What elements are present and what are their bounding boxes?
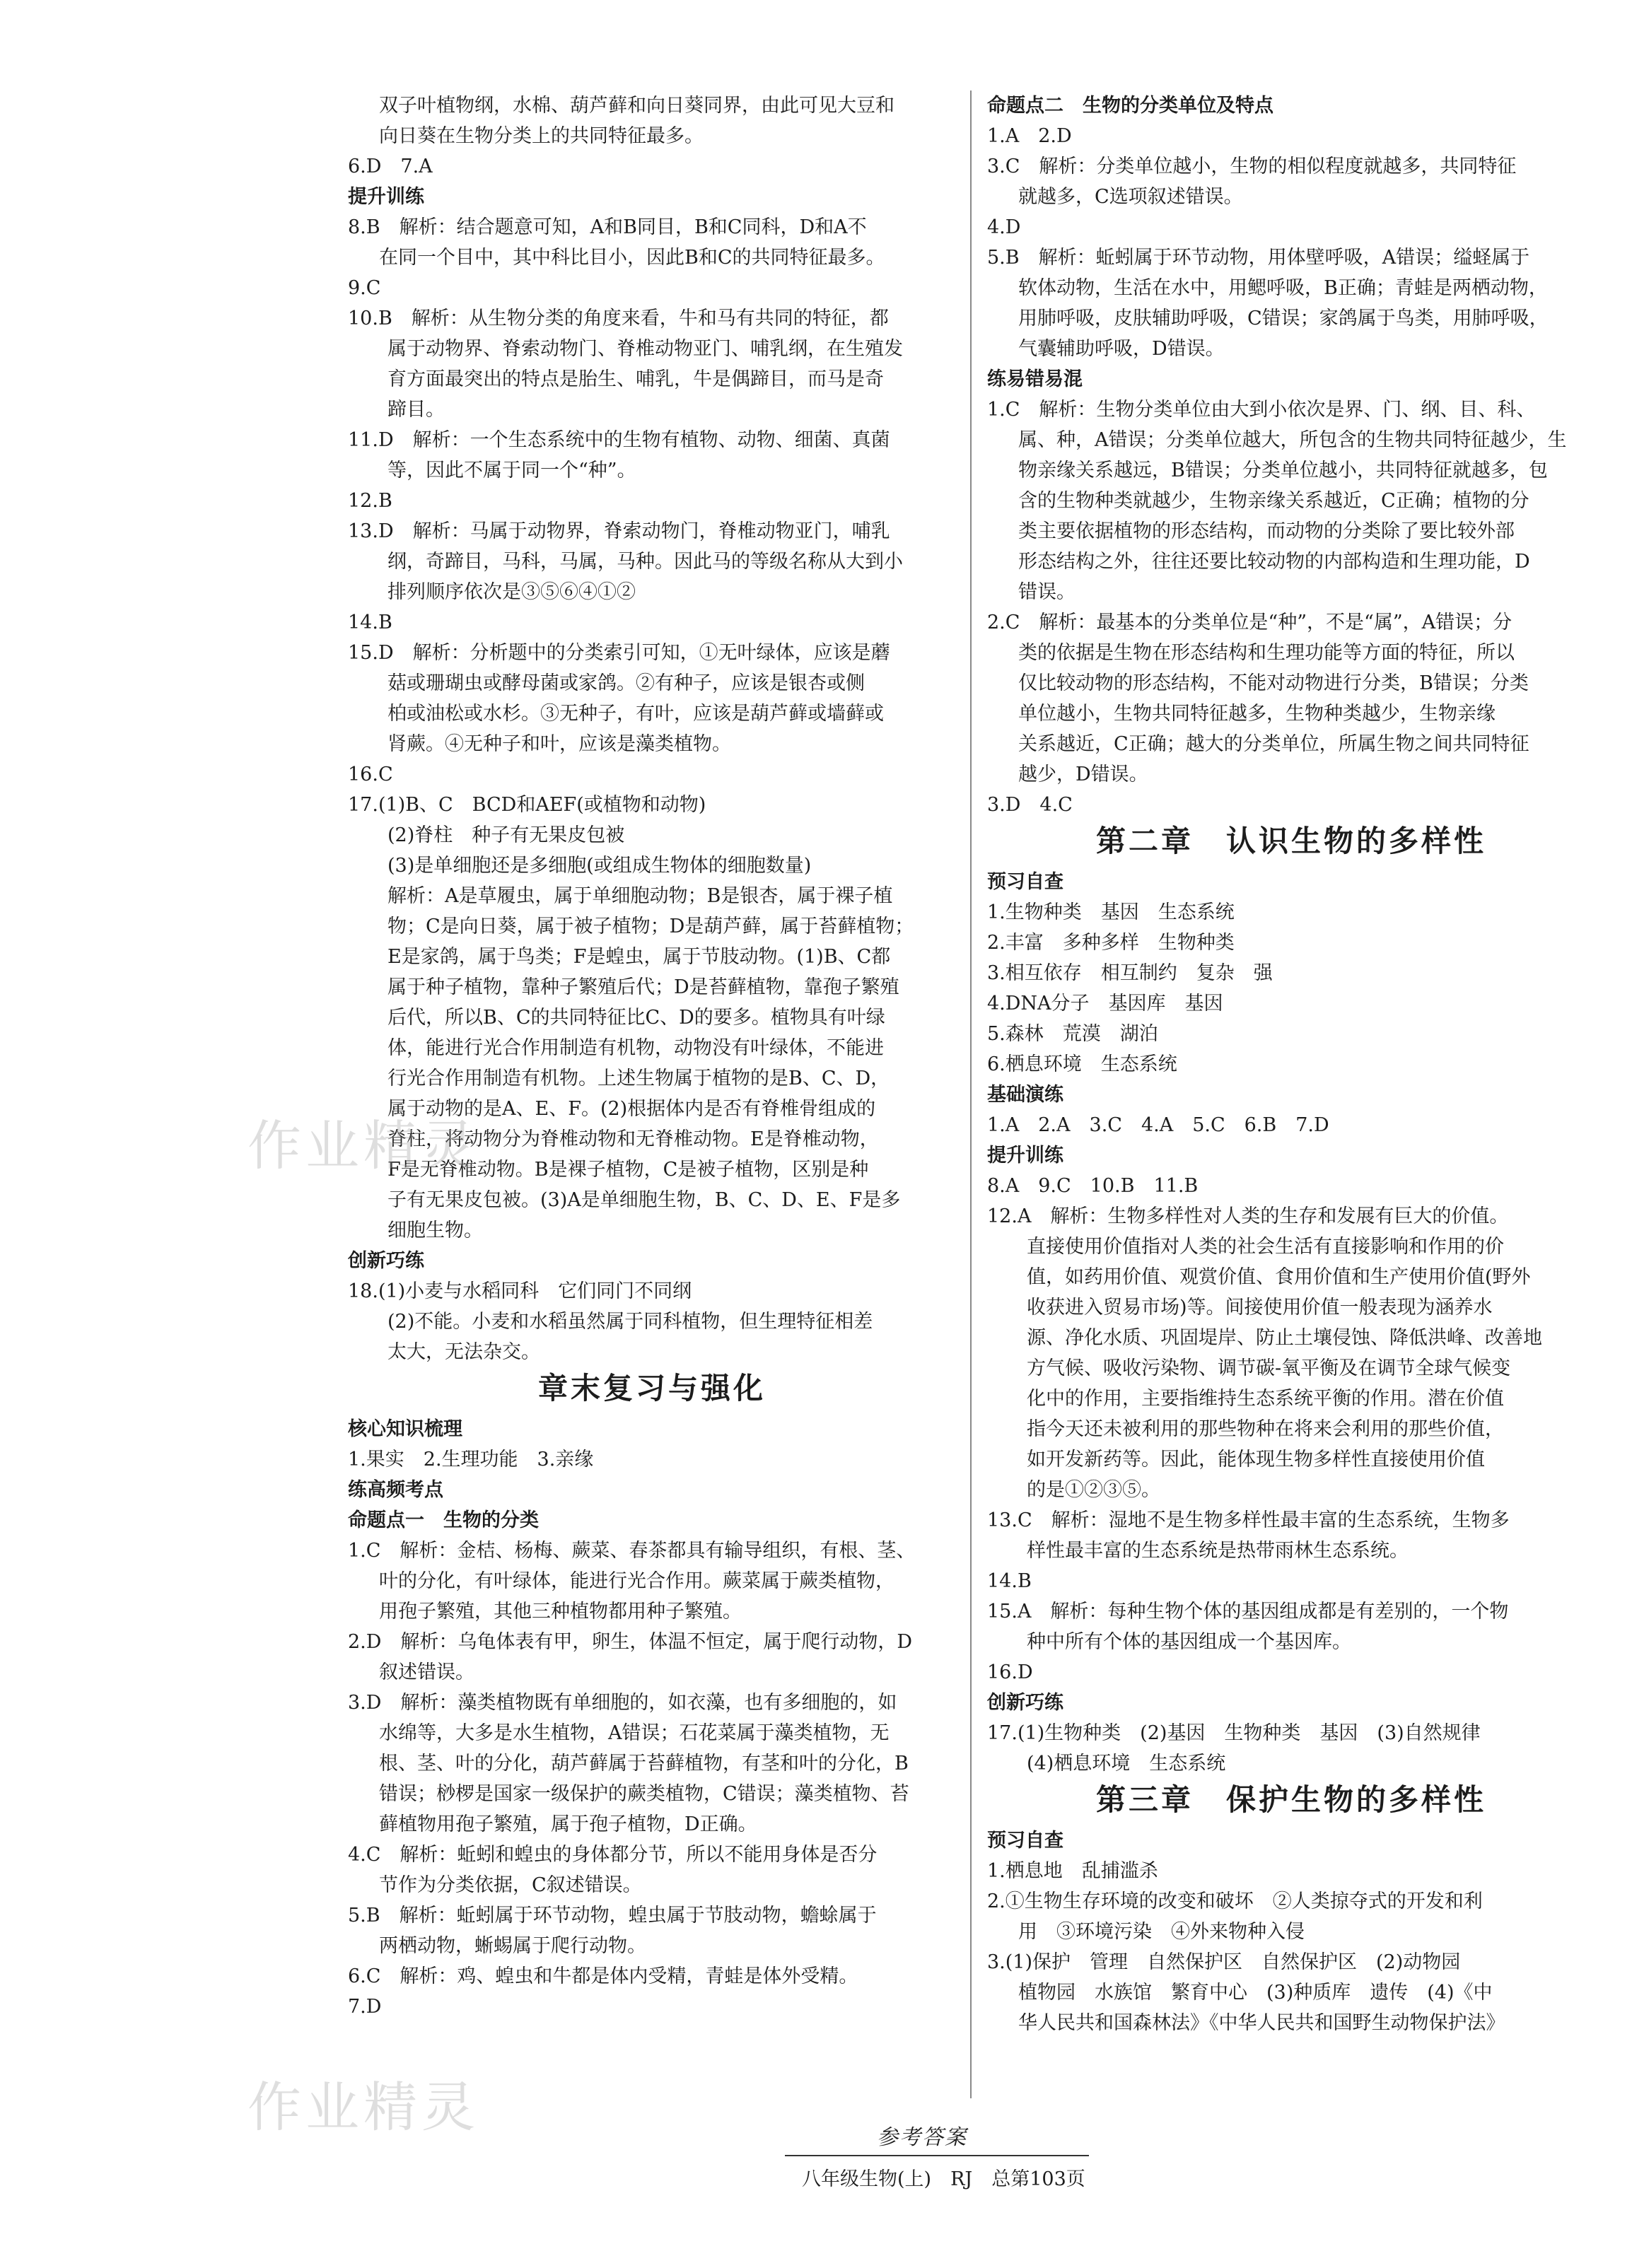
answer-line: 双子叶植物纲，水棉、葫芦藓和向日葵同界，由此可见大豆和: [379, 95, 894, 117]
page-footer: [0, 2115, 1632, 2200]
section-heading: 提升训练: [987, 1145, 1063, 1167]
answer-line: 6.C 解析：鸡、蝗虫和牛都是体内受精，青蛙是体外受精。: [348, 1965, 858, 1987]
answer-line: 8.B 解析：结合题意可知，A和B同目，B和C同科，D和A不: [348, 216, 867, 238]
watermark-top: 作业精灵: [247, 1114, 479, 1177]
answer-line: 行光合作用制造有机物。上述生物属于植物的是B、C、D，: [387, 1068, 890, 1089]
footer-page-info: 八年级生物(上) RJ 总第103页: [802, 2168, 1085, 2190]
answer-line: 属、种，A错误；分类单位越大，所包含的生物共同特征越少，生: [1018, 429, 1567, 451]
answer-line: 解析：A是草履虫，属于单细胞动物；B是银杏，属于裸子植: [387, 885, 893, 907]
answer-line: 3.(1)保护 管理 自然保护区 自然保护区 (2)动物园: [987, 1951, 1461, 1973]
answer-line: 后代，所以B、C的共同特征比C、D的要多。植物具有叶绿: [387, 1007, 885, 1029]
answer-line: 2.C 解析：最基本的分类单位是“种”，不是“属”，A错误；分: [987, 612, 1512, 633]
answer-line: 子有无果皮包被。(3)A是单细胞生物，B、C、D、E、F是多: [387, 1189, 901, 1211]
column-divider: [970, 90, 972, 2098]
answer-line: 收获进入贸易市场)等。间接使用价值一般表现为涵养水: [1027, 1297, 1493, 1319]
answer-line: 节作为分类依据，C叙述错误。: [379, 1874, 642, 1896]
section-heading: 练易错易混: [987, 368, 1083, 390]
answer-line: 含的生物种类就越少，生物亲缘关系越近，C正确；植物的分: [1018, 490, 1529, 512]
chapter-heading: 章末复习与强化: [537, 1371, 766, 1405]
section-heading: 命题点二 生物的分类单位及特点: [987, 95, 1273, 117]
answer-line: 纲，奇蹄目，马科，马属，马种。因此马的等级名称从大到小: [387, 551, 903, 573]
answer-line: 13.C 解析：湿地不是生物多样性最丰富的生态系统，生物多: [987, 1509, 1510, 1531]
answer-line: 就越多，C选项叙述错误。: [1018, 186, 1243, 208]
answer-line: 1.栖息地 乱捕滥杀: [987, 1860, 1158, 1882]
answer-line: 华人民共和国森林法》《中华人民共和国野生动物保护法》: [1018, 2012, 1505, 2034]
section-heading: 基础演练: [987, 1084, 1063, 1106]
answer-line: 物亲缘关系越远，B错误；分类单位越小，共同特征就越多，包: [1018, 460, 1548, 481]
answer-line: 样性最丰富的生态系统是热带雨林生态系统。: [1027, 1540, 1409, 1562]
answer-line: 指今天还未被利用的那些物种在将来会利用的那些价值，: [1027, 1418, 1504, 1440]
answer-line: 15.A 解析：每种生物个体的基因组成都是有差别的，一个物: [987, 1601, 1509, 1623]
answer-line: 1.生物种类 基因 生态系统: [987, 901, 1235, 923]
answer-line: 单位越小，生物共同特征越多，生物种类越少，生物亲缘: [1018, 703, 1496, 725]
answer-line: 育方面最突出的特点是胎生、哺乳，牛是偶蹄目，而马是奇: [387, 368, 884, 390]
answer-line: 15.D 解析：分析题中的分类索引可知，①无叶绿体，应该是蘑: [348, 642, 890, 664]
answer-line: 的是①②③⑤。: [1027, 1479, 1160, 1501]
answer-line: 直接使用价值指对人类的社会生活有直接影响和作用的价: [1027, 1236, 1504, 1258]
section-heading: 练高频考点: [348, 1479, 443, 1501]
answer-line: 越少，D错误。: [1018, 764, 1148, 785]
answer-line: (3)是单细胞还是多细胞(或组成生物体的细胞数量): [387, 855, 812, 877]
answer-line: 5.森林 荒漠 湖泊: [987, 1023, 1158, 1045]
answer-line: 脊柱，将动物分为脊椎动物和无脊椎动物。E是脊椎动物，: [387, 1128, 879, 1150]
answer-line: 关系越近，C正确；越大的分类单位，所属生物之间共同特征: [1018, 733, 1529, 755]
answer-line: 气囊辅助呼吸，D错误。: [1018, 338, 1225, 360]
answer-line: 属于动物界、脊索动物门、脊椎动物亚门、哺乳纲，在生殖发: [387, 338, 903, 360]
answer-line: 叙述错误。: [379, 1661, 474, 1683]
answer-line: 菇或珊瑚虫或酵母菌或家鸽。②有种子，应该是银杏或侧: [387, 672, 865, 694]
answer-line: 16.C: [348, 764, 393, 785]
left-column: [348, 90, 956, 2022]
answer-line: 种中所有个体的基因组成一个基因库。: [1027, 1631, 1351, 1653]
answer-line: 5.B 解析：蚯蚓属于环节动物，蝗虫属于节肢动物，蟾蜍属于: [348, 1905, 877, 1927]
answer-line: 4.D: [987, 216, 1021, 238]
section-heading: 创新巧练: [348, 1250, 424, 1272]
answer-line: 9.C: [348, 277, 381, 299]
answer-line: 2.D 解析：乌龟体表有甲，卵生，体温不恒定，属于爬行动物，D: [348, 1631, 913, 1653]
answer-line: 7.D: [348, 1996, 382, 2018]
section-heading: 预习自查: [987, 871, 1063, 893]
answer-line: 1.C 解析：金桔、杨梅、蕨菜、春茶都具有输导组织，有根、茎、: [348, 1540, 916, 1562]
answer-line: 排列顺序依次是③⑤⑥④①②: [387, 581, 636, 603]
answer-line: 向日葵在生物分类上的共同特征最多。: [379, 125, 704, 147]
answer-line: 值，如药用价值、观赏价值、食用价值和生产使用价值(野外: [1027, 1266, 1531, 1288]
answer-line: 2.丰富 多种多样 生物种类: [987, 932, 1235, 954]
answer-line: 太大，无法杂交。: [387, 1341, 540, 1363]
answer-line: 两栖动物，蜥蜴属于爬行动物。: [379, 1935, 646, 1957]
answer-line: 属于动物的是A、E、F。(2)根据体内是否有脊椎骨组成的: [387, 1098, 876, 1120]
answer-line: E是家鸽，属于鸟类；F是蝗虫，属于节肢动物。(1)B、C都: [387, 946, 891, 968]
answer-line: 6.D 7.A: [348, 156, 433, 177]
answer-line: 3.D 解析：藻类植物既有单细胞的，如衣藻，也有多细胞的，如: [348, 1692, 897, 1714]
answer-line: 等，因此不属于同一个“种”。: [387, 460, 636, 481]
answer-line: 3.D 4.C: [987, 794, 1073, 816]
section-heading: 创新巧练: [987, 1692, 1063, 1714]
answer-line: 方气候、吸收污染物、调节碳-氧平衡及在调节全球气候变: [1027, 1357, 1511, 1379]
section-heading: 命题点一 生物的分类: [348, 1509, 539, 1531]
answer-line: 4.C 解析：蚯蚓和蝗虫的身体都分节，所以不能用身体是否分: [348, 1844, 878, 1866]
watermark-bottom: 作业精灵: [247, 2076, 479, 2139]
answer-line: 1.果实 2.生理功能 3.亲缘: [348, 1449, 594, 1471]
answer-line: (2)脊柱 种子有无果皮包被: [387, 824, 625, 846]
answer-line: 物；C是向日葵，属于被子植物；D是葫芦藓，属于苔藓植物；: [387, 916, 914, 937]
answer-line: F是无脊椎动物。B是裸子植物，C是被子植物，区别是种: [387, 1159, 869, 1181]
answer-line: (2)不能。小麦和水稻虽然属于同科植物，但生理特征相差: [387, 1311, 873, 1333]
answer-line: 2.①生物生存环境的改变和破坏 ②人类掠夺式的开发和利: [987, 1890, 1483, 1912]
answer-line: 17.(1)B、C BCD和AEF(或植物和动物): [348, 794, 706, 816]
answer-line: (4)栖息环境 生态系统: [1027, 1753, 1226, 1775]
section-heading: 提升训练: [348, 186, 424, 208]
answer-line: 类的依据是生物在形态结构和生理功能等方面的特征，所以: [1018, 642, 1515, 664]
answer-line: 12.A 解析：生物多样性对人类的生存和发展有巨大的价值。: [987, 1205, 1509, 1227]
answer-line: 14.B: [348, 612, 392, 633]
section-heading: 预习自查: [987, 1830, 1063, 1852]
chapter-heading: 第二章 认识生物的多样性: [1095, 824, 1486, 858]
answer-line: 10.B 解析：从生物分类的角度来看，牛和马有共同的特征，都: [348, 308, 889, 329]
answer-line: 8.A 9.C 10.B 11.B: [987, 1175, 1199, 1197]
answer-line: 藓植物用孢子繁殖，属于孢子植物，D正确。: [379, 1813, 757, 1835]
answer-line: 形态结构之外，往往还要比较动物的内部构造和生理功能，D: [1018, 551, 1530, 573]
answer-line: 14.B: [987, 1570, 1032, 1592]
answer-line: 3.C 解析：分类单位越小，生物的相似程度就越多，共同特征: [987, 156, 1517, 177]
answer-line: 4.DNA分子 基因库 基因: [987, 993, 1223, 1015]
answer-line: 16.D: [987, 1661, 1033, 1683]
answer-line: 在同一个目中，其中科比目小，因此B和C的共同特征最多。: [379, 247, 885, 269]
answer-line: 11.D 解析：一个生态系统中的生物有植物、动物、细菌、真菌: [348, 429, 890, 451]
answer-line: 源、净化水质、巩固堤岸、防止土壤侵蚀、降低洪峰、改善地: [1027, 1327, 1542, 1349]
answer-line: 3.相互依存 相互制约 复杂 强: [987, 962, 1273, 984]
answer-line: 1.C 解析：生物分类单位由大到小依次是界、门、纲、目、科、: [987, 399, 1536, 421]
answer-line: 13.D 解析：马属于动物界，脊索动物门，脊椎动物亚门，哺乳: [348, 520, 890, 542]
answer-line: 17.(1)生物种类 (2)基因 生物种类 基因 (3)自然规律: [987, 1722, 1481, 1744]
answer-line: 1.A 2.D: [987, 125, 1072, 147]
answer-line: 体，能进行光合作用制造有机物，动物没有叶绿体，不能进: [387, 1037, 884, 1059]
answer-line: 1.A 2.A 3.C 4.A 5.C 6.B 7.D: [987, 1114, 1329, 1136]
footer-title: 参考答案: [877, 2125, 967, 2150]
answer-line: 用孢子繁殖，其他三种植物都用种子繁殖。: [379, 1601, 742, 1623]
answer-line: 用 ③环境污染 ④外来物种入侵: [1018, 1921, 1305, 1943]
answer-line: 12.B: [348, 490, 392, 512]
answer-line: 软体动物，生活在水中，用鳃呼吸，B正确；青蛙是两栖动物，: [1018, 277, 1548, 299]
answer-line: 叶的分化，有叶绿体，能进行光合作用。蕨菜属于蕨类植物，: [379, 1570, 894, 1592]
answer-line: 根、茎、叶的分化，葫芦藓属于苔藓植物，有茎和叶的分化，B: [379, 1753, 909, 1775]
answer-line: 18.(1)小麦与水稻同科 它们同门不同纲: [348, 1280, 692, 1302]
answer-line: 如开发新药等。因此，能体现生物多样性直接使用价值: [1027, 1449, 1485, 1471]
answer-line: 柏或油松或水杉。③无种子，有叶，应该是葫芦藓或墙藓或: [387, 703, 884, 725]
chapter-heading: 第三章 保护生物的多样性: [1095, 1782, 1486, 1817]
answer-line: 细胞生物。: [387, 1220, 483, 1241]
answer-line: 6.栖息环境 生态系统: [987, 1053, 1177, 1075]
section-heading: 核心知识梳理: [348, 1418, 462, 1440]
answer-line: 类主要依据植物的形态结构，而动物的分类除了要比较外部: [1018, 520, 1515, 542]
right-column: [987, 90, 1595, 2038]
footer-rule: [785, 2155, 1089, 2156]
answer-line: 化中的作用，主要指维持生态系统平衡的作用。潜在价值: [1027, 1388, 1504, 1410]
answer-line: 用肺呼吸，皮肤辅助呼吸，C错误；家鸽属于鸟类，用肺呼吸，: [1018, 308, 1549, 329]
answer-line: 肾蕨。④无种子和叶，应该是藻类植物。: [387, 733, 731, 755]
answer-line: 植物园 水族馆 繁育中心 (3)种质库 遗传 (4)《中: [1018, 1982, 1493, 2004]
answer-line: 错误；桫椤是国家一级保护的蕨类植物，C错误；藻类植物、苔: [379, 1783, 909, 1805]
answer-line: 水绵等，大多是水生植物，A错误；石花菜属于藻类植物，无: [379, 1722, 890, 1744]
answer-line: 蹄目。: [387, 399, 445, 421]
answer-line: 错误。: [1018, 581, 1076, 603]
answer-line: 5.B 解析：蚯蚓属于环节动物，用体壁呼吸，A错误；缢蛏属于: [987, 247, 1530, 269]
answer-line: 属于种子植物，靠种子繁殖后代；D是苔藓植物，靠孢子繁殖: [387, 976, 899, 998]
answer-line: 仅比较动物的形态结构，不能对动物进行分类，B错误；分类: [1018, 672, 1529, 694]
